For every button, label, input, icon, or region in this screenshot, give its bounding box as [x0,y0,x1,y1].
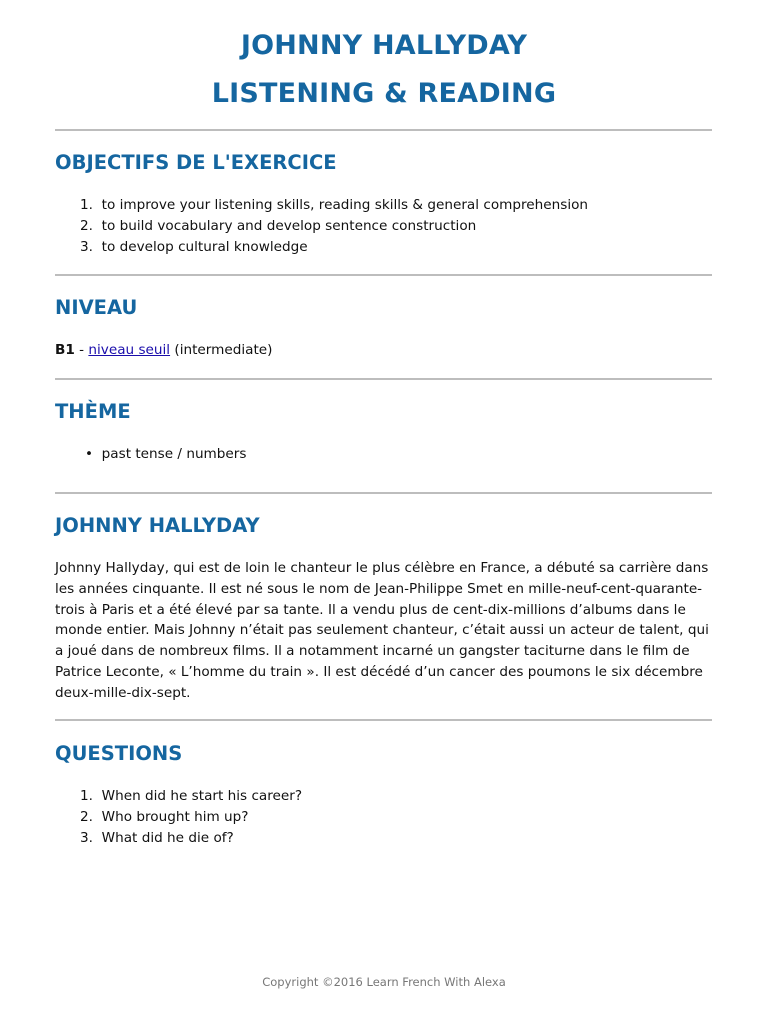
divider [55,719,712,721]
list-item [55,237,588,258]
list-item [55,807,302,828]
list-item-text: to improve your listening skills, reading skills & general comprehension [101,197,589,213]
divider [55,378,712,380]
list-item-text: past tense / numbers [101,446,247,462]
list-item-number: 2. [80,808,93,825]
list-item [55,216,588,237]
divider [55,274,712,276]
list-item [55,828,302,849]
list-item-number: 1. [80,197,93,213]
theme-list [55,444,246,465]
list-item-number: 2. [80,217,93,234]
list-item-text: When did he start his career? [101,788,303,804]
level-heading: NIVEAU [55,296,138,319]
divider [55,129,712,131]
theme-heading: THÈME [55,400,131,423]
divider [55,492,712,494]
list-item-text: to build vocabulary and develop sentence construction [101,217,477,234]
list-item-text: Who brought him up? [101,808,249,825]
level-line [55,340,272,361]
list-item-number: 1. [80,788,93,804]
copyright-footer: Copyright ©2016 Learn French With Alexa [262,975,506,989]
level-separator: - [74,342,89,358]
bullet-icon: • [84,446,93,462]
questions-heading: QUESTIONS [55,742,183,765]
page-title: JOHNNY HALLYDAY [240,30,528,61]
page-subtitle: LISTENING & READING [211,78,557,109]
article-paragraph: Johnny Hallyday, qui est de loin le chanteur le plus célèbre en France, a débuté sa carrière dans les années cinquante. Il est né sous le nom de Jean-Philippe Smet en mille-neuf-cent-quarante-trois à Paris et a été élevé par sa tante. Il a vendu plus de cent-dix-millions d’albums dans le monde entier. Mais Johnny n’était pas seulement chanteur, c’était aussi un acteur de talent, qui a joué dans de nombreux films. Il a notamment incarné un gangster taciturne dans le film de Patrice Leconte, « L’homme du train ». Il est décédé d’un cancer des poumons le six décembre deux-mille-dix-sept. [55,560,709,701]
level-link[interactable]: niveau seuil [88,342,171,358]
objectives-heading: OBJECTIFS DE L'EXERCICE [55,151,337,174]
list-item [55,195,588,216]
objectives-list [55,195,588,257]
list-item-number: 3. [80,238,93,255]
list-item-text: to develop cultural knowledge [101,238,308,255]
questions-list [55,786,302,848]
list-item [55,786,302,807]
level-suffix: (intermediate) [170,342,273,358]
list-item [55,444,246,465]
level-code: B1 [55,342,75,358]
article-heading: JOHNNY HALLYDAY [55,514,260,537]
list-item-text: What did he die of? [101,829,234,846]
list-item-number: 3. [80,829,93,846]
